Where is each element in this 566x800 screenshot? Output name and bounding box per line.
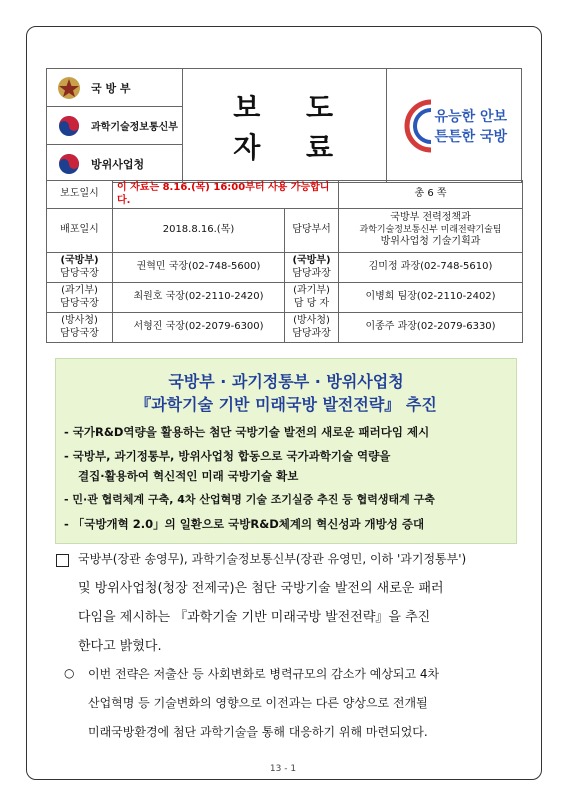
department-line: 방위사업청 기술기획과 [380, 236, 481, 248]
contact-name: 권혁민 국장(02-748-5600) [113, 253, 285, 283]
press-release-title: 보 도 자 료 [182, 69, 386, 183]
org-cell-msit [47, 107, 183, 145]
body-paragraph-1 [78, 545, 528, 661]
headline-bullet: 결집·활용하여 혁신적인 미래 국방기술 확보 [78, 469, 299, 483]
info-table [46, 180, 523, 343]
department-list [339, 209, 523, 253]
org-cell-dapa [47, 145, 183, 183]
contact-name: 최원호 국장(02-2110-2420) [113, 283, 285, 313]
body-line: 및 방위사업청(청장 전제국)은 첨단 국방기술 발전의 새로운 패러 [78, 581, 444, 596]
header-table [46, 68, 522, 183]
contact-role: (방사청) 담당국장 [47, 313, 113, 343]
contact-role: (국방부) 담당국장 [47, 253, 113, 283]
taegeuk-emblem-icon [47, 115, 91, 137]
headline-bullet: - 국가R&D역량을 활용하는 첨단 국방기술 발전의 새로운 패러다임 제시 [64, 425, 430, 439]
taegeuk-emblem-icon [47, 153, 91, 175]
org-name-msit: 과학기술정보통신부 [91, 122, 178, 133]
headline-title-2: 『과학기술 기반 미래국방 발전전략』 추진 [135, 395, 437, 414]
body-line: 국방부(장관 송영무), 과학기술정보통신부(장관 유영민, 이하 '과기정통부') [78, 552, 467, 566]
release-notice: 이 자료는 8.16.(목) 16:00부터 사용 가능합니다. [113, 181, 339, 209]
mnd-emblem-icon [47, 75, 91, 101]
page-count: 총 6 쪽 [339, 181, 523, 209]
body-line: 다임을 제시하는 『과학기술 기반 미래국방 발전전략』을 추진 [78, 610, 431, 625]
circle-bullet-icon: ○ [64, 666, 75, 680]
org-cell-mnd [47, 69, 183, 107]
contact-role: (과기부) 담 당 자 [285, 283, 339, 313]
contact-role: (방사청) 담당과장 [285, 313, 339, 343]
department-line: 국방부 전력정책과 [390, 212, 471, 224]
slogan-line-1: 유능한 안보 [434, 108, 508, 125]
contact-name: 김미정 과장(02-748-5610) [339, 253, 523, 283]
headline-bullet: - 민·관 협력체계 구축, 4차 산업혁명 기술 조기실증 추진 등 협력생태계 구축 [64, 493, 435, 506]
page-number: 13 - 1 [269, 764, 297, 774]
department-label: 담당부서 [285, 209, 339, 253]
headline-bullet: - 국방부, 과기정통부, 방위사업청 합동으로 국가과학기술 역량을 [64, 449, 391, 463]
department-line: 과학기술정보통신부 미래전략기술팀 [359, 224, 502, 235]
contact-name: 이병희 팀장(02-2110-2402) [339, 283, 523, 313]
headline-box [55, 358, 517, 544]
section-square-icon [56, 554, 69, 567]
org-name-mnd: 국 방 부 [91, 81, 131, 95]
release-label: 보도일시 [47, 181, 113, 209]
headline-title-1: 국방부 · 과기정통부 · 방위사업청 [168, 372, 404, 391]
slogan-cell [386, 69, 521, 183]
body-paragraph-2 [88, 660, 518, 747]
distribution-date: 2018.8.16.(목) [113, 209, 285, 253]
body-line: 미래국방환경에 첨단 과학기술을 통해 대응하기 위해 마련되었다. [88, 725, 428, 739]
slogan-logo-icon [401, 96, 435, 156]
slogan-line-2: 튼튼한 국방 [434, 128, 508, 145]
contact-role: (국방부) 담당과장 [285, 253, 339, 283]
org-name-dapa: 방위사업청 [91, 157, 145, 171]
body-line: 산업혁명 등 기술변화의 영향으로 이전과는 다른 양상으로 전개될 [88, 696, 428, 710]
contact-name: 서형진 국장(02-2079-6300) [113, 313, 285, 343]
contact-name: 이종주 과장(02-2079-6330) [339, 313, 523, 343]
contact-role: (과기부) 담당국장 [47, 283, 113, 313]
body-line: 한다고 밝혔다. [78, 639, 162, 654]
distribution-label: 배포일시 [47, 209, 113, 253]
body-line: 이번 전략은 저출산 등 사회변화로 병력규모의 감소가 예상되고 4차 [88, 667, 440, 681]
headline-bullet: - 「국방개혁 2.0」의 일환으로 국방R&D체계의 혁신성과 개방성 증대 [64, 517, 425, 531]
